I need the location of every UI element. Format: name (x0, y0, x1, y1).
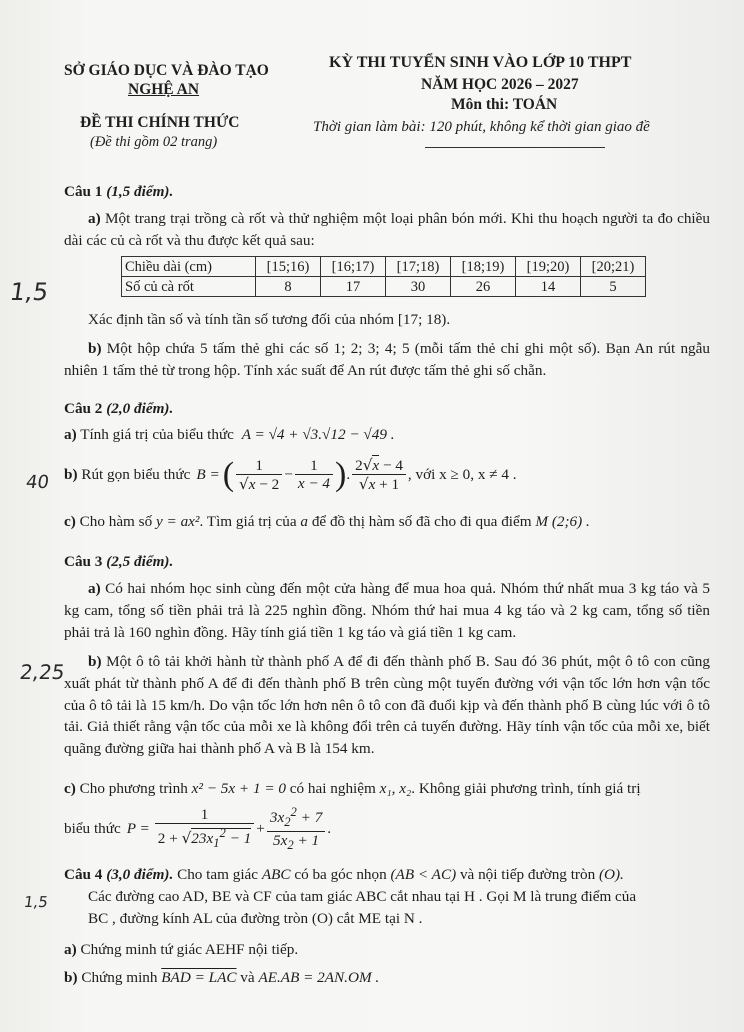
q4a-text: a) Chứng minh tứ giác AEHF nội tiếp. (64, 941, 299, 958)
table-header-count: Số củ cà rốt (122, 277, 256, 297)
q4b-text: b) Chứng minh BAD = LAC và AE.AB = 2AN.OM . (64, 969, 380, 986)
table-header-length: Chiều dài (cm) (122, 257, 256, 277)
q3-heading: Câu 3 (2,5 điểm). (64, 553, 174, 570)
table-cell: [15;16) (256, 257, 321, 277)
department-line2: NGHỆ AN (128, 81, 200, 98)
table-cell: 26 (451, 277, 516, 297)
q2-heading: Câu 2 (2,0 điểm). (64, 400, 174, 417)
q3b-text: b) Một ô tô tải khởi hành từ thành phố A để đi đến thành phố B. Sau đó 36 phút, một ô tô con cũng xuất phát từ thành phố A để đi đến thành phố B trên cùng một tuyến đường với vận tốc lớn hơn vận tốc của ô tô tải là 15 km/h. Do vận tốc lớn hơn nên ô tô con đã đuổi kịp và đến thành phố B cùng lúc với ô tô tải. Giả thiết rằng vận tốc của mỗi xe là không đổi trên cả tuyến đường. Hãy tính vận tốc của mỗi xe, biết quãng đường giữa hai thành phố A và B là 154 km. (64, 653, 710, 758)
pages-note: (Đề thi gồm 02 trang) (90, 134, 218, 150)
carrot-length-table (121, 256, 646, 297)
table-cell: [20;21) (581, 257, 646, 277)
handwritten-score-q4: 1,5 (22, 893, 50, 911)
q1-heading: Câu 1 (1,5 điểm). (64, 183, 174, 200)
angle-equality: BAD = LAC (161, 969, 237, 986)
handwritten-score-q1: 1,5 (8, 278, 51, 306)
point-M: M (2;6) . (535, 513, 590, 530)
q3c-line1: c) Cho phương trình x² − 5x + 1 = 0 có hai nghiệm x₁, x₂. Không giải phương trình, tính giá trị (64, 780, 641, 797)
table-cell: 30 (386, 277, 451, 297)
q4-line1: Câu 4 (3,0 điểm). Cho tam giác ABC có ba góc nhọn (AB < AC) và nội tiếp đường tròn (O). (64, 866, 624, 883)
q1a-text: a) Một trang trại trồng cà rốt và thử nghiệm một loại phân bón mới. Khi thu hoạch người ta đo chiều dài các củ cà rốt và thu được kết quả sau: (64, 210, 710, 249)
table-cell: [19;20) (516, 257, 581, 277)
roots: x₁, x₂ (379, 780, 412, 797)
handwritten-score-q2: 40 (24, 472, 51, 493)
product-equality: AE.AB = 2AN.OM . (258, 969, 380, 986)
q1a-task: Xác định tần số và tính tần số tương đối của nhóm [17; 18). (88, 311, 451, 328)
table-cell: 14 (516, 277, 581, 297)
function-expr: y = ax² (155, 513, 200, 530)
q4-line3: BC , đường kính AL của đường tròn (O) cắt ME tại N . (88, 910, 423, 927)
q1b-text: b) Một hộp chứa 5 tấm thẻ ghi các số 1; 2; 3; 4; 5 (mỗi tấm thẻ chỉ ghi một số). Bạn An rút ngẫu nhiên 1 tấm thẻ từ trong hộp. Tính xác suất để An rút được tấm thẻ ghi số chẵn. (64, 340, 710, 379)
q2b-text: b) Rút gọn biểu thức B = ( $\frac{1}{√x - 2}$ − $\frac{1}{x - 4}$ ) . $\frac{2√x - 4}{√x + 1}$ , với x ≥ 0, x ≠ 4 . (64, 455, 517, 493)
exam-title: KỲ THI TUYỂN SINH VÀO LỚP 10 THPT (329, 54, 632, 71)
table-cell: 5 (581, 277, 646, 297)
quadratic-equation: x² − 5x + 1 = 0 (191, 780, 286, 797)
handwritten-score-q3: 2,25 (18, 660, 67, 684)
subject: Môn thi: TOÁN (451, 96, 558, 113)
department-line1: SỞ GIÁO DỤC VÀ ĐÀO TẠO (64, 62, 269, 79)
table-cell: [18;19) (451, 257, 516, 277)
header-divider (425, 147, 605, 148)
table-cell: 8 (256, 277, 321, 297)
q2a-text: a) Tính giá trị của biểu thức A = √4 + √3.√12 − √49 . (64, 426, 395, 443)
table-row (122, 257, 646, 277)
q4-line2: Các đường cao AD, BE và CF của tam giác ABC cắt nhau tại H . Gọi M là trung điểm của (88, 888, 637, 905)
q3a-text: a) Có hai nhóm học sinh cùng đến một cửa hàng để mua hoa quả. Nhóm thứ nhất mua 3 kg táo và 5 kg cam, tổng số tiền phải trả là 225 nghìn đồng. Nhóm thứ hai mua 4 kg táo và 2 kg cam, tổng số tiền phải trả là 160 nghìn đồng. Hãy tính giá tiền 1 kg táo và giá tiền 1 kg cam. (64, 580, 710, 641)
table-cell: [17;18) (386, 257, 451, 277)
expression-A: A = √4 + √3.√12 − √49 . (241, 426, 395, 443)
q2c-text: c) Cho hàm số y = ax². Tìm giá trị của a để đồ thị hàm số đã cho đi qua điểm M (2;6) . (64, 513, 590, 530)
q3c-line2: biểu thức P = $\frac{1}{2 + √23x_1^2 - 1}$ + $\frac{3x_2^2 + 7}{5x_2 + 1}$ . (64, 804, 332, 853)
table-cell: 17 (321, 277, 386, 297)
school-year: NĂM HỌC 2026 – 2027 (421, 76, 579, 93)
table-cell: [16;17) (321, 257, 386, 277)
table-row (122, 277, 646, 297)
time-note: Thời gian làm bài: 120 phút, không kể thời gian giao đề (313, 119, 650, 135)
official-exam-label: ĐỀ THI CHÍNH THỨC (80, 114, 240, 131)
